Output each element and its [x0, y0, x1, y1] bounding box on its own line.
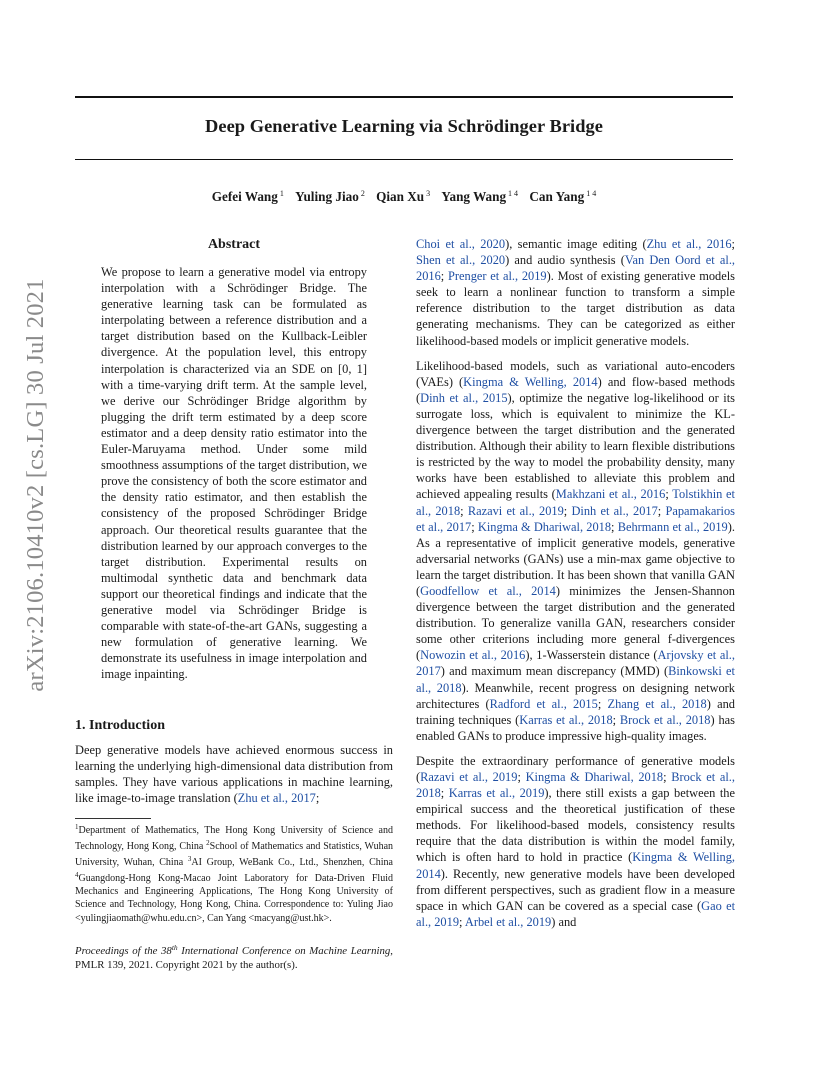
text-segment: ) and flow-based methods ( — [416, 374, 735, 405]
introduction-heading: 1. Introduction — [75, 718, 165, 733]
abstract-body: We propose to learn a generative model via entropy interpolation with a Schrödinger Bridge. The generative learning task can be formulated as interpolating between a reference distribution and a target distribution based on the Kullback-Leibler divergence. At the population level, this entropy interpolation is characterized via an SDE on [0, 1] with a time-varying drift term. At the sample level, we derive our Schrödinger Bridge algorithm by plugging the drift term estimated by a deep score estimator and a deep density ratio estimator into the Euler-Maruyama method. Under some mild smoothness assumptions of the target distribution, we prove the consistency of both the score estimator and the density ratio estimator, and then establish the consistency of the proposed Schrödinger Bridge approach. Our theoretical results guarantee that the distribution learned by our approach converges to the target distribution. Experimental results on multimodal synthetic data and benchmark data support our theoretical findings and indicate that the generative model via Schrödinger Bridge is comparable with state-of-the-art GANs, suggesting a new formulation of generative learning. We demonstrate its usefulness in image interpolation and image inpainting. — [101, 265, 367, 682]
conference-name: International Conference on Machine Learning — [177, 945, 391, 957]
ordinal-suffix: th — [171, 943, 178, 952]
author-affil: 1 4 — [508, 189, 519, 198]
citation-link[interactable]: Zhu et al., 2017 — [237, 791, 316, 806]
right-column — [416, 236, 735, 939]
text-segment: ; — [517, 770, 526, 784]
affiliation-4: Guangdong-Hong Kong-Macao Joint Laboratory for Data-Driven Fluid Mechanics and Engineering Applications, The Hong Kong University of Science and Technology, Hong Kong, China. Correspondence to: Yuling Jiao <yulingjiaomath@whu.edu.cn>, Can Yang <macyang@ust.hk>. — [75, 873, 393, 924]
proceedings-notice — [75, 941, 393, 972]
citation-link[interactable]: Choi et al., 2020 — [416, 237, 506, 251]
text-segment: ), optimize the negative log-likelihood or its surrogate loss, which is equivalent to minimize the KL-divergence between the target distribution and the generated distribution. Although their ability to learn flexible distributions is restricted by the way to model the probability density, many works have been established to alleviate this problem and achieved appealing results ( — [416, 390, 735, 502]
citation-link[interactable]: Kingma & Welling, 2014 — [416, 850, 735, 881]
citation-link[interactable]: Arbel et al., 2019 — [464, 914, 552, 929]
text-segment: ; — [663, 770, 672, 784]
footnote-divider — [75, 818, 151, 819]
citation-link[interactable]: Goodfellow et al., 2014 — [420, 583, 556, 598]
citation-link[interactable]: Prenger et al., 2019 — [447, 269, 547, 284]
citation-link[interactable]: Nowozin et al., 2016 — [420, 648, 526, 663]
affiliation-3: AI Group, WeBank Co., Ltd., Shenzhen, China — [191, 857, 393, 869]
author-affil: 1 — [279, 189, 284, 198]
author-list — [75, 189, 733, 205]
citation-link[interactable]: Shen et al., 2020 — [416, 253, 506, 268]
author-name: Yuling Jiao — [295, 189, 359, 204]
footnote-mark: 3 — [187, 855, 192, 864]
text-segment: Likelihood-based models, such as variational auto-encoders (VAEs) ( — [416, 358, 735, 389]
footnote-mark: 2 — [206, 839, 210, 848]
citation-link[interactable]: Van Den Oord et al., 2016 — [416, 253, 736, 284]
text-segment: ; — [731, 237, 735, 251]
citation-link[interactable]: Razavi et al., 2019 — [420, 770, 518, 784]
author-affil: 3 — [426, 189, 431, 198]
citation-link[interactable]: Papamakarios et al., 2017 — [416, 503, 735, 534]
citation-link[interactable]: Razavi et al., 2019 — [467, 503, 564, 518]
proceedings-suffix: , PMLR 139, 2021. Copyright 2021 by the author(s). — [75, 945, 393, 971]
text-segment: ). Most of existing generative models seek to learn a nonlinear function to transform a simple reference distribution to the target distribution as data generating mechanisms. They can be categorized as either likelihood-based models or implicit generative models. — [416, 269, 736, 348]
left-column — [75, 236, 394, 971]
intro-paragraph — [416, 753, 735, 930]
text-segment: ) and — [551, 914, 577, 929]
citation-link[interactable]: Gao et al., 2019 — [416, 898, 736, 929]
citation-link[interactable]: Zhu et al., 2016 — [646, 237, 732, 251]
intro-paragraph — [416, 358, 735, 744]
title-rule-top — [75, 96, 733, 98]
text-segment: ) and training techniques ( — [416, 696, 736, 727]
intro-text-segment: ; — [315, 791, 320, 806]
citation-link[interactable]: Dinh et al., 2017 — [571, 503, 658, 518]
citation-link[interactable]: Zhang et al., 2018 — [607, 696, 707, 711]
text-segment: ), 1-Wasserstein distance ( — [525, 648, 658, 663]
text-segment: ; — [665, 487, 673, 502]
footnote-mark: 4 — [75, 871, 79, 880]
citation-link[interactable]: Kingma & Dhariwal, 2018 — [525, 770, 664, 784]
text-segment: ). Meanwhile, recent progress on designing network architectures ( — [416, 680, 735, 711]
intro-text-segment: Deep generative models have achieved enormous success in learning the underlying high-dimensional data distribution from samples. They have various applications in machine learning, like image-to-image translation ( — [75, 743, 393, 806]
text-segment: ; — [440, 269, 448, 284]
citation-link[interactable]: Radford et al., 2015 — [489, 696, 598, 711]
author — [295, 189, 365, 204]
citation-link[interactable]: Binkowski et al., 2018 — [416, 664, 735, 695]
text-segment: ; — [597, 696, 608, 711]
author-name: Yang Wang — [441, 189, 507, 204]
citation-link[interactable]: Arjovsky et al., 2017 — [416, 648, 736, 679]
arxiv-identifier-stamp: arXiv:2106.10410v2 [cs.LG] 30 Jul 2021 — [22, 278, 49, 692]
text-segment: ; — [657, 503, 666, 518]
citation-link[interactable]: Karras et al., 2018 — [519, 712, 613, 727]
citation-link[interactable]: Tolstikhin et al., 2018 — [416, 487, 735, 518]
text-segment: ) minimizes the Jensen-Shannon divergence between the target distribution and the generated distribution. To generalize vanilla GAN, researchers consider some other criterions including more general f-divergences ( — [416, 583, 735, 663]
text-segment: ; — [440, 786, 449, 801]
citation-link[interactable]: Brock et al., 2018 — [619, 712, 711, 727]
text-segment: ) has enabled GANs to produce impressive high-quality images. — [416, 712, 735, 743]
text-segment: ; — [460, 503, 468, 518]
affiliations-footnote — [75, 821, 393, 925]
author-affil: 1 4 — [586, 189, 597, 198]
author-name: Gefei Wang — [211, 189, 278, 204]
citation-link[interactable]: Makhzani et al., 2016 — [555, 487, 666, 502]
text-segment: ). As a representative of implicit generative models, generative adversarial networks (GANs) use a min-max game objective to learn the target distribution. It has been shown that vanilla GAN ( — [416, 519, 735, 598]
abstract-heading: Abstract — [207, 237, 261, 252]
text-segment: ), there still exists a gap between the empirical success and the theoretical justification of these methods. For likelihood-based models, consistency results require that the data distribution is within the model family, which is often hard to hold in practice ( — [416, 786, 735, 865]
text-segment: ), semantic image editing ( — [505, 237, 647, 251]
proceedings-prefix: Proceedings of the 38 — [75, 945, 172, 957]
text-segment: ) and audio synthesis ( — [505, 253, 625, 268]
author-name: Qian Xu — [376, 189, 425, 204]
introduction-body — [75, 742, 393, 806]
text-segment: ). Recently, new generative models have been developed from different perspectives, such as gradient flow in a measure space in which GAN can be covered as a special case ( — [416, 866, 735, 913]
paper-title: Deep Generative Learning via Schrödinger Bridge — [205, 116, 603, 136]
author-affil: 2 — [360, 189, 365, 198]
text-segment: ; — [471, 519, 478, 534]
text-segment: ) and maximum mean discrepancy (MMD) ( — [440, 664, 669, 679]
citation-link[interactable]: Dinh et al., 2015 — [420, 390, 508, 405]
author — [441, 189, 518, 204]
footnote-mark: 1 — [75, 823, 79, 831]
citation-link[interactable]: Behrmann et al., 2019 — [617, 519, 728, 534]
text-segment: Despite the extraordinary performance of generative models ( — [416, 753, 735, 784]
affiliation-1: Department of Mathematics, The Hong Kong University of Science and Technology, Hong Kong, China — [75, 825, 393, 853]
author-name: Can Yang — [529, 189, 585, 204]
title-rule-bottom — [75, 159, 733, 160]
author — [529, 189, 596, 204]
author — [376, 189, 430, 204]
intro-paragraph — [416, 236, 735, 349]
text-segment: ; — [459, 914, 465, 929]
affiliation-2: School of Mathematics and Statistics, Wuhan University, Wuhan, China — [75, 841, 394, 869]
text-segment: ; — [611, 519, 618, 534]
text-segment: ; — [612, 712, 620, 727]
citation-link[interactable]: Brock et al., 2018 — [416, 770, 735, 801]
author — [212, 189, 284, 204]
text-segment: ; — [563, 503, 572, 518]
citation-link[interactable]: Karras et al., 2019 — [448, 786, 545, 801]
citation-link[interactable]: Kingma & Dhariwal, 2018 — [477, 519, 612, 534]
citation-link[interactable]: Kingma & Welling, 2014 — [463, 374, 598, 389]
